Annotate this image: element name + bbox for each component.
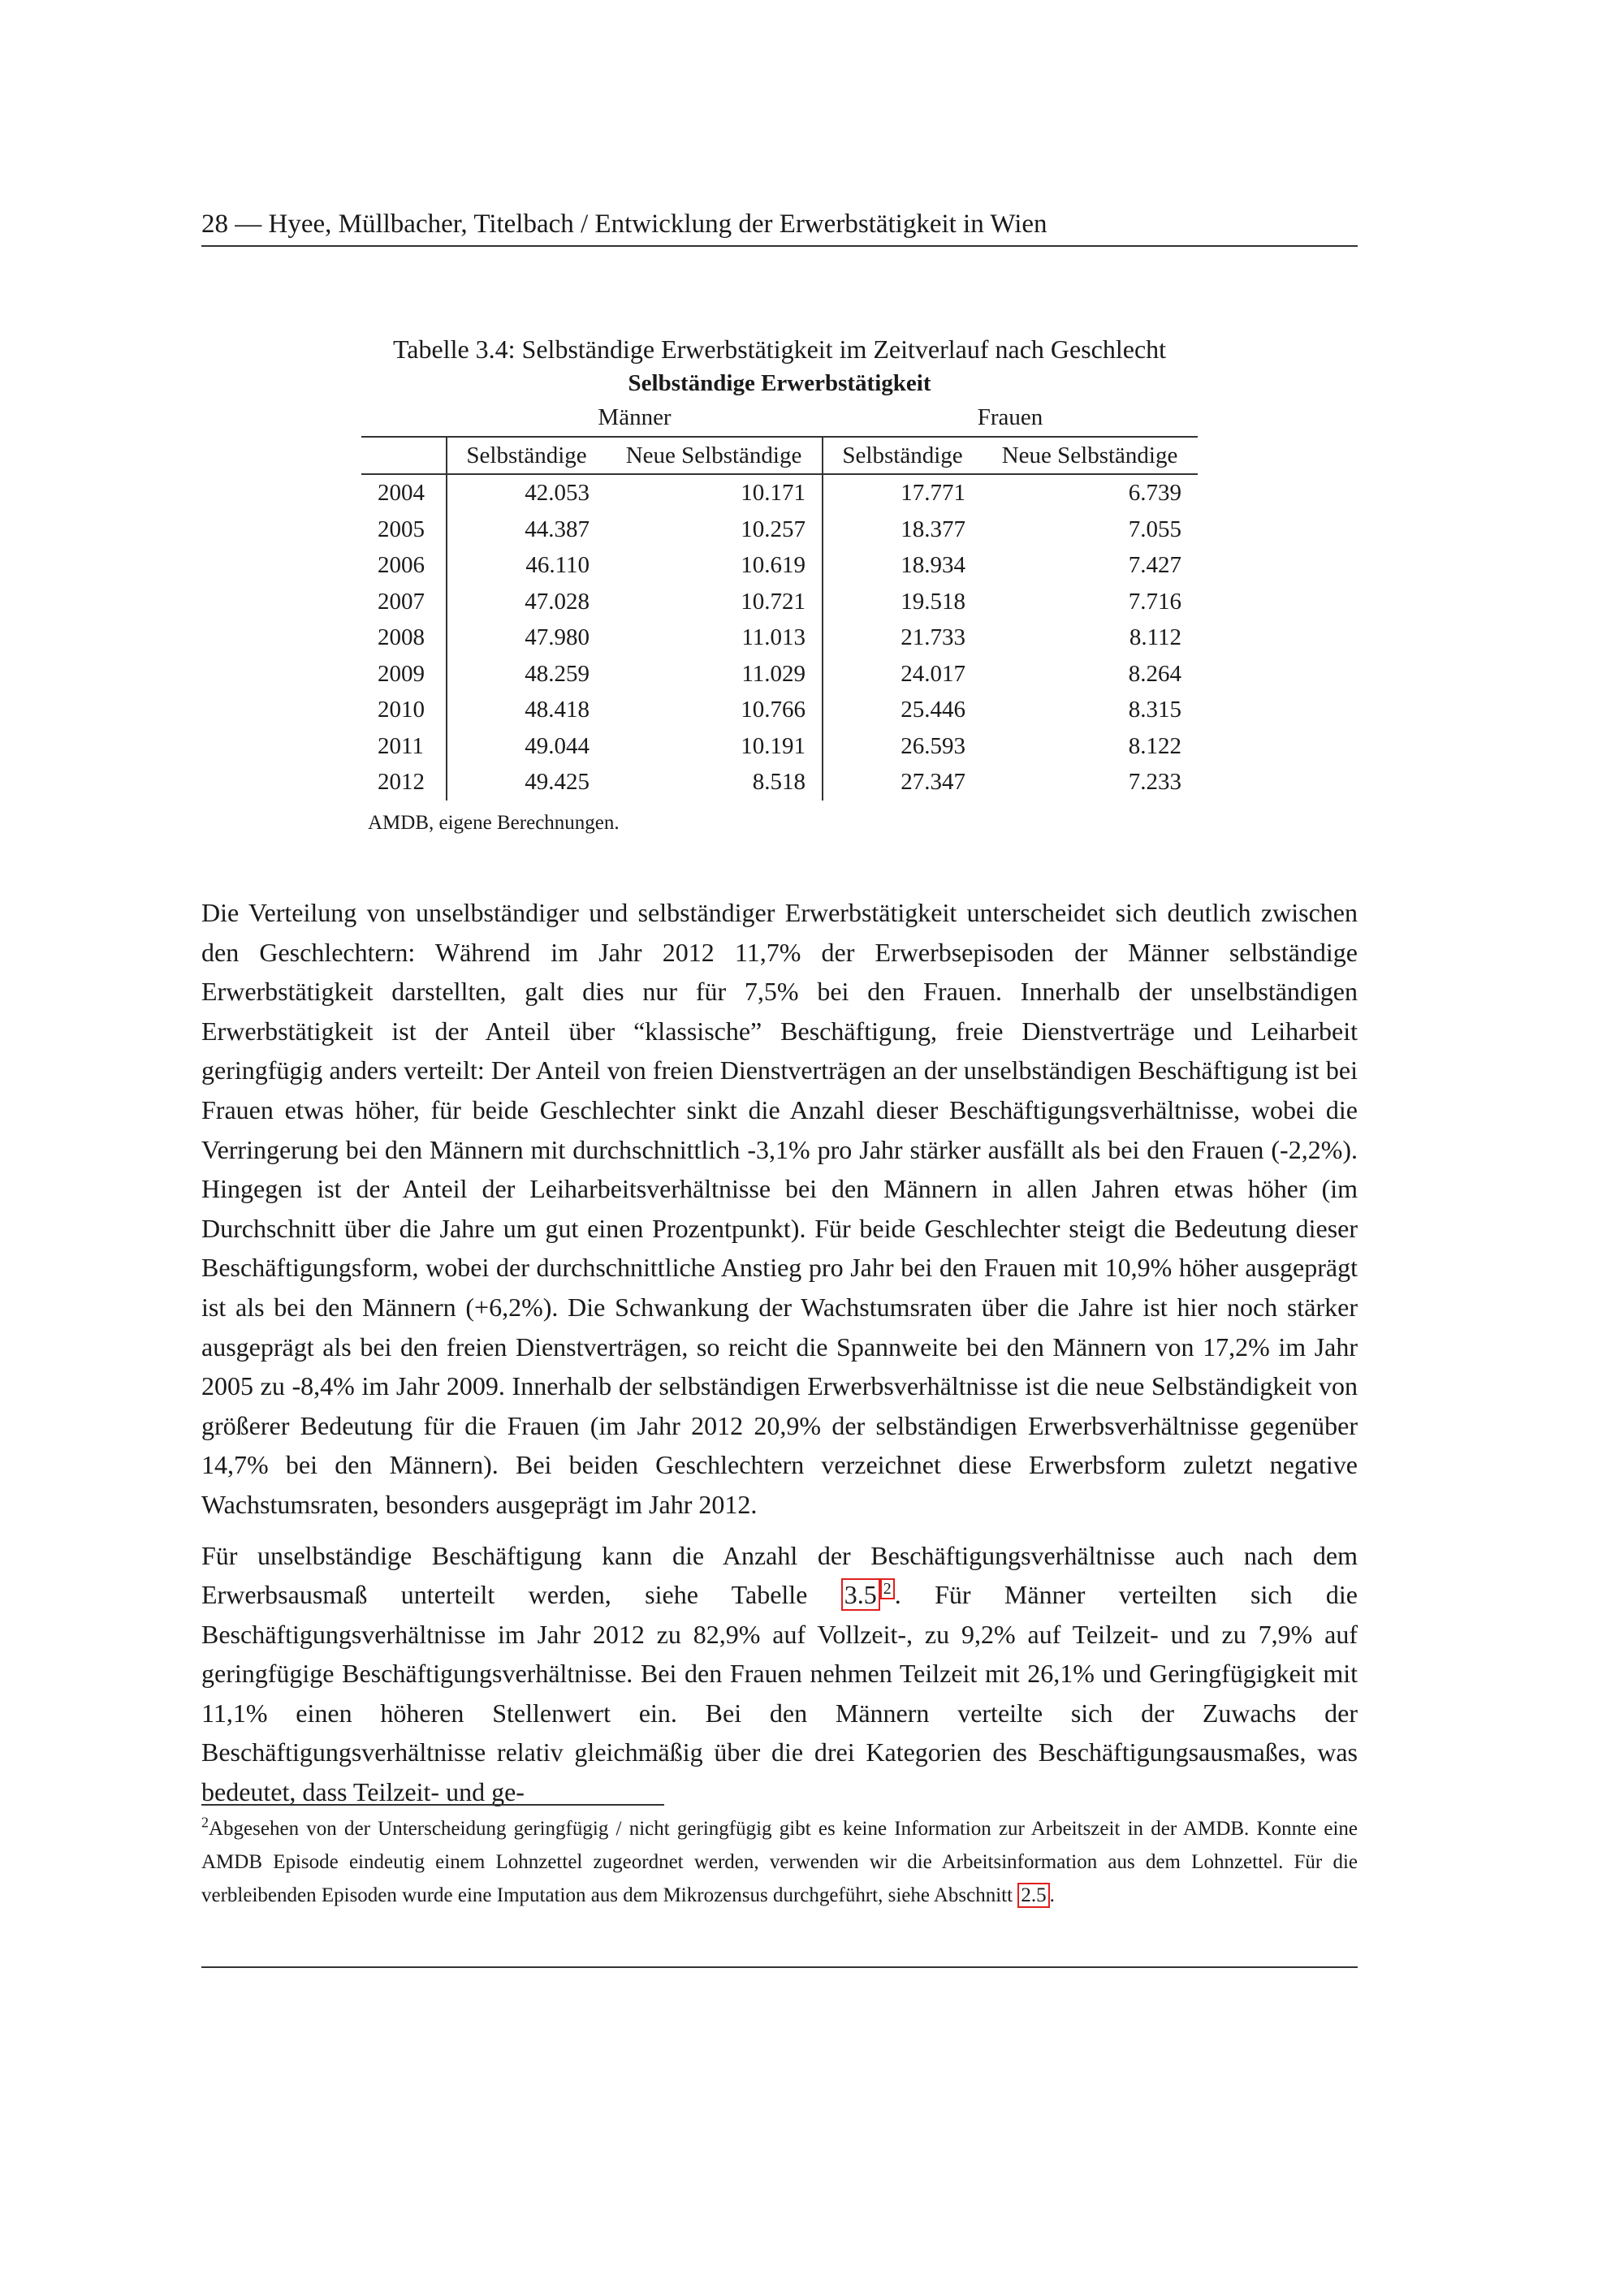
- section-reference-link[interactable]: 2.5: [1017, 1883, 1049, 1908]
- value-cell: 8.264: [1128, 660, 1181, 687]
- table-source-note: AMDB, eigene Berechnungen.: [368, 811, 620, 834]
- group-header-maenner: Männer: [598, 404, 672, 430]
- value-cell: 11.029: [741, 660, 806, 687]
- paragraph: [201, 1536, 1358, 1812]
- year-cell: 2004: [378, 480, 425, 506]
- table-caption: Tabelle 3.4: Selbständige Erwerbstätigkeit im Zeitverlauf nach Geschlecht: [392, 334, 1167, 364]
- value-cell: 47.028: [447, 584, 606, 620]
- value-cell: 18.377: [823, 511, 982, 548]
- group-header-row: [361, 399, 1198, 437]
- paragraph-text: Für unselbständige Beschäftigung kann die Anzahl der Beschäftigungsverhältnisse auch nach dem Erwerbsausmaß unterteilt werden, siehe Tabelle: [201, 1540, 1358, 1610]
- footer-rule: [201, 1966, 1358, 1968]
- value-cell: 10.721: [741, 588, 806, 615]
- value-cell: 46.110: [447, 547, 606, 584]
- value-cell: 42.053: [447, 474, 606, 511]
- paragraph-text: . Für Männer verteilten sich die Beschäftigungsverhältnisse im Jahr 2012 zu 82,9% auf Vollzeit-, zu 9,2% auf Teilzeit- und zu 7,9% auf geringfügige Beschäftigungsverhältnisse. Bei den Frauen nehmen Teilzeit mit 26,1% und Geringfügigkeit mit 11,1% einen höheren Stellenwert ein. Bei den Männern verteilte sich der Zuwachs der Beschäftigungsverhältnisse relativ gleichmäßig über die drei Kategorien des Beschäftigungsausmaßes, was bedeutet, dass Teilzeit- und ge-: [201, 1580, 1358, 1807]
- paragraph: Die Verteilung von unselbständiger und selbständiger Erwerbstätigkeit unterscheidet sich deutlich zwischen den Geschlechtern: Während im Jahr 2012 11,7% der Erwerbsepisoden der Männer selbständige Erwerbstätigkeit darstellten, galt dies nur für 7,5% bei den Frauen. Innerhalb der unselbständigen Erwerbstätigkeit ist der Anteil über “klassische” Beschäftigung, freie Dienstverträge und Leiharbeit geringfügig anders verteilt: Der Anteil von freien Dienstverträgen an der unselbständigen Beschäftigung ist bei Frauen etwas höher, für beide Geschlechter sinkt die Anzahl dieser Beschäftigungsverhältnisse, wobei die Verringerung bei den Männern mit durchschnittlich -3,1% pro Jahr stärker ausfällt als bei den Frauen (-2,2%). Hingegen ist der Anteil der Leiharbeitsverhältnisse bei den Männern in allen Jahren etwas höher (im Durchschnitt über die Jahre um gut einen Prozentpunkt). Für beide Geschlechter steigt die Bedeutung dieser Beschäftigungsform, wobei der durchschnittliche Anstieg pro Jahr bei den Frauen mit 10,9% höher ausgeprägt ist als bei den Männern (+6,2%). Die Schwankung der Wachstumsraten über die Jahre ist hier noch stärker ausgeprägt als bei den freien Dienstverträgen, so reicht die Spannweite bei den Männern von 17,2% im Jahr 2005 zu -8,4% im Jahr 2009. Innerhalb der selbständigen Erwerbsverhältnisse ist die neue Selbständigkeit von größerer Bedeutung für die Frauen (im Jahr 2012 20,9% der selbständigen Erwerbsverhältnisse gegenüber 14,7% bei den Männern). Bei beiden Geschlechtern verzeichnet diese Erwerbsform zuletzt negative Wachstumsraten, besonders ausgeprägt im Jahr 2012.: [201, 898, 1358, 1519]
- value-cell: 7.427: [1128, 552, 1181, 578]
- table-row: [361, 547, 1198, 584]
- value-cell: 27.347: [823, 764, 982, 801]
- value-cell: 25.446: [823, 692, 982, 728]
- column-header-row: [361, 437, 1198, 475]
- footnote-rule: [201, 1804, 664, 1806]
- value-cell: 49.425: [447, 764, 606, 801]
- value-cell: 26.593: [823, 728, 982, 765]
- column-header: Selbständige: [823, 437, 982, 475]
- group-header-frauen: Frauen: [977, 404, 1043, 430]
- footnote: [201, 1812, 1358, 1912]
- value-cell: 19.518: [823, 584, 982, 620]
- footnote-marker-link[interactable]: 2: [880, 1578, 895, 1599]
- value-cell: 6.739: [1128, 480, 1181, 506]
- value-cell: 24.017: [823, 656, 982, 693]
- year-cell: 2010: [378, 697, 425, 723]
- value-cell: 10.766: [741, 697, 806, 723]
- value-cell: 8.112: [1129, 624, 1181, 650]
- table-row: [361, 656, 1198, 693]
- year-header-cell: [361, 437, 447, 475]
- value-cell: 47.980: [447, 619, 606, 656]
- table-3-4: [361, 331, 1198, 835]
- column-header: Selbständige: [447, 437, 606, 475]
- body-text: [201, 893, 1358, 1823]
- value-cell: 8.315: [1128, 697, 1181, 723]
- value-cell: 10.191: [741, 732, 806, 759]
- value-cell: 48.418: [447, 692, 606, 728]
- year-cell: 2009: [378, 660, 425, 687]
- value-cell: 48.259: [447, 656, 606, 693]
- value-cell: 8.122: [1128, 732, 1181, 759]
- value-cell: 21.733: [823, 619, 982, 656]
- running-head: 28 — Hyee, Müllbacher, Titelbach / Entwicklung der Erwerbstätigkeit in Wien: [201, 205, 1358, 247]
- table-row: [361, 474, 1198, 511]
- value-cell: 18.934: [823, 547, 982, 584]
- column-header: Neue Selbständige: [606, 437, 823, 475]
- value-cell: 7.716: [1128, 588, 1181, 615]
- table-subcaption: Selbständige Erwerbstätigkeit: [628, 370, 931, 396]
- year-cell: 2008: [378, 624, 425, 650]
- value-cell: 17.771: [823, 474, 982, 511]
- table-row: [361, 511, 1198, 548]
- value-cell: 44.387: [447, 511, 606, 548]
- value-cell: 11.013: [741, 624, 806, 650]
- table-body: [361, 474, 1198, 801]
- footnote-text: Abgesehen von der Unterscheidung geringfügig / nicht geringfügig gibt es keine Information zur Arbeitszeit in der AMDB. Konnte eine AMDB Episode eindeutig einem Lohnzettel zugeordnet werden, verwenden wir die Arbeitsinformation aus dem Lohnzettel. Für die verbleibenden Episoden wurde eine Imputation aus dem Mikrozensus durchgeführt, siehe Abschnitt: [201, 1818, 1358, 1906]
- year-cell: 2011: [378, 732, 424, 759]
- value-cell: 49.044: [447, 728, 606, 765]
- year-cell: 2012: [378, 769, 425, 795]
- data-table: [361, 399, 1198, 801]
- value-cell: 8.518: [752, 769, 806, 795]
- year-cell: 2007: [378, 588, 425, 615]
- empty-header-cell: [361, 399, 447, 437]
- value-cell: 10.619: [741, 552, 806, 578]
- footnote-text: .: [1049, 1884, 1055, 1906]
- footnote-mark: 2: [201, 1814, 209, 1831]
- table-row: [361, 728, 1198, 765]
- table-row: [361, 584, 1198, 620]
- year-cell: 2005: [378, 516, 425, 542]
- table-reference-link[interactable]: 3.5: [841, 1578, 880, 1611]
- value-cell: 10.257: [741, 516, 806, 542]
- value-cell: 7.055: [1128, 516, 1181, 542]
- year-cell: 2006: [378, 552, 425, 578]
- column-header: Neue Selbständige: [982, 437, 1198, 475]
- value-cell: 10.171: [741, 480, 806, 506]
- value-cell: 7.233: [1128, 769, 1181, 795]
- table-row: [361, 764, 1198, 801]
- table-row: [361, 692, 1198, 728]
- table-row: [361, 619, 1198, 656]
